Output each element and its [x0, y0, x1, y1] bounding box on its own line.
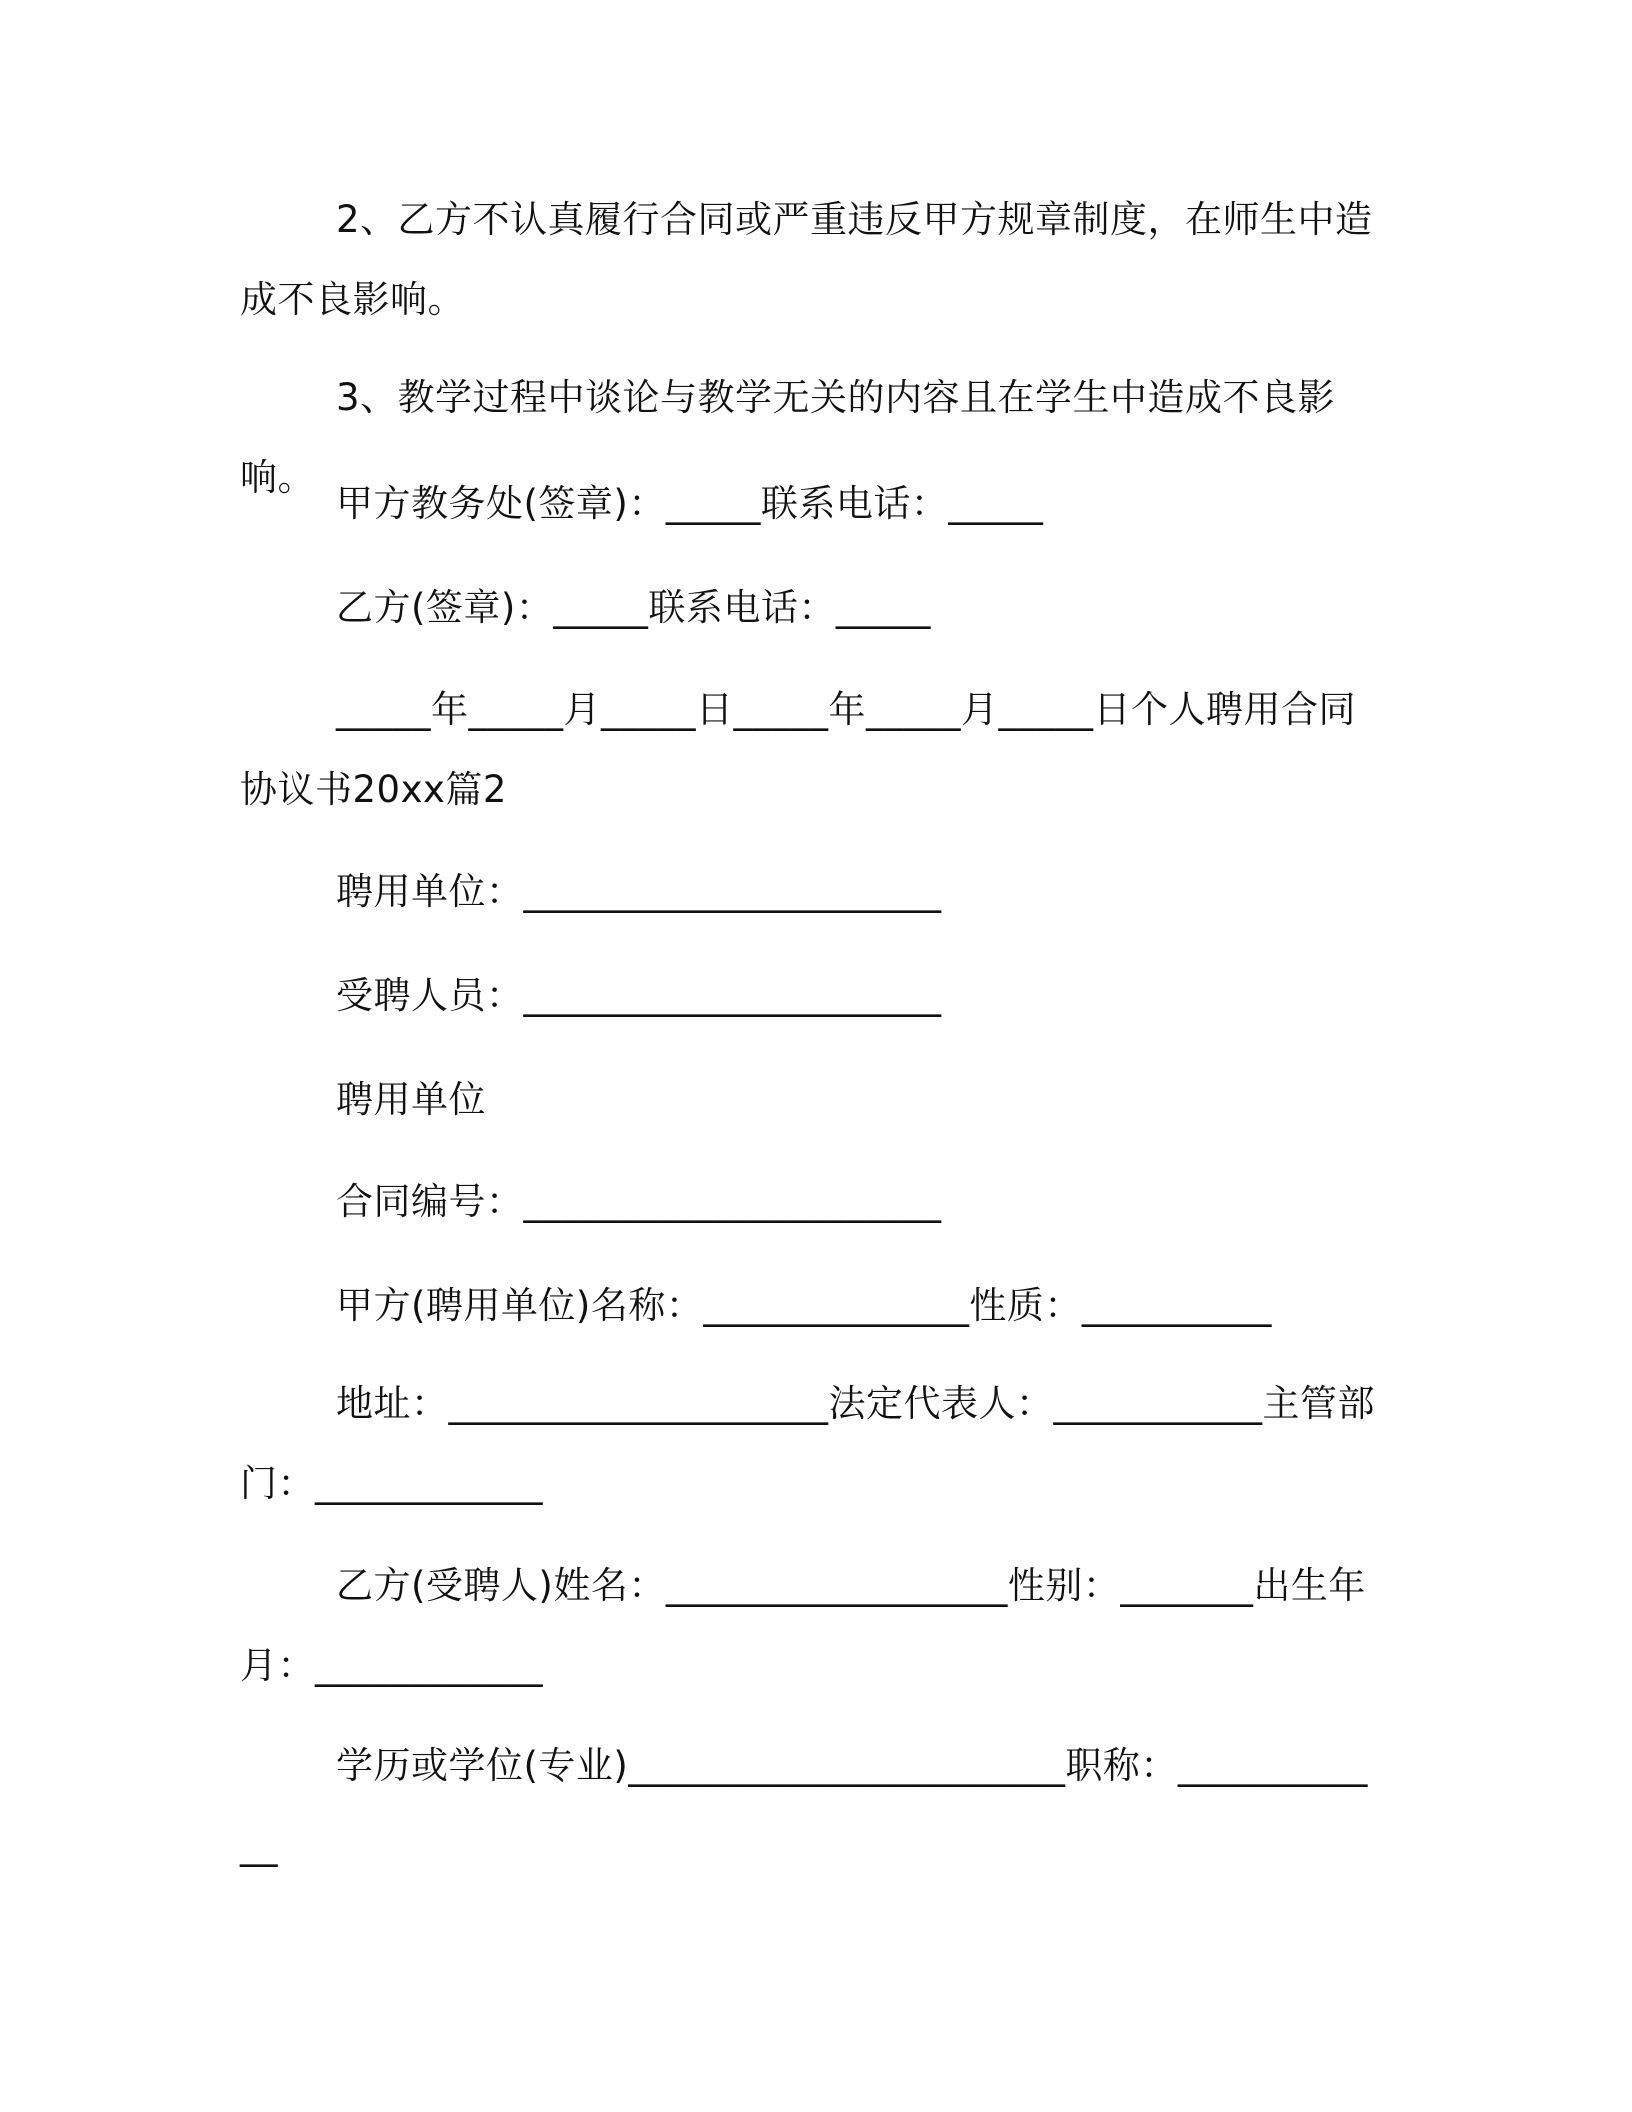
- party-b-signature-line: [240, 568, 1380, 648]
- contract-number-line: [240, 1162, 1380, 1242]
- employer-unit-text: 聘用单位：______________________: [336, 870, 942, 913]
- party-a-name-line: [240, 1266, 1380, 1346]
- date-and-section-heading-text: _____年_____月_____日_____年_____月_____日个人聘用合同协议书20xx篇2: [240, 688, 1356, 811]
- party-a-name-text: 甲方(聘用单位)名称：______________性质：__________: [336, 1284, 1272, 1327]
- contract-number-text: 合同编号：______________________: [336, 1180, 942, 1223]
- clause-2-text: 2、乙方不认真履行合同或严重违反甲方规章制度，在师生中造成不良影响。: [240, 198, 1373, 321]
- education-text: 学历或学位(专业)_______________________职称：____________: [240, 1744, 1368, 1867]
- employee-line: [240, 956, 1380, 1036]
- clause-2-paragraph: [240, 180, 1380, 340]
- employer-unit-label-text: 聘用单位: [336, 1078, 486, 1121]
- date-and-section-heading: [240, 670, 1380, 830]
- employee-text: 受聘人员：______________________: [336, 974, 942, 1017]
- address-line: [240, 1364, 1380, 1524]
- party-b-name-text: 乙方(受聘人)姓名：__________________性别：_______出生年月：____________: [240, 1564, 1366, 1687]
- party-a-signature-text: 甲方教务处(签章)：_____联系电话：_____: [336, 482, 1044, 525]
- employer-unit-label-line: [240, 1060, 1380, 1140]
- party-a-signature-line: [240, 464, 1380, 544]
- party-b-name-line: [240, 1546, 1380, 1706]
- education-line: [240, 1726, 1380, 1886]
- clause-3-text: 3、教学过程中谈论与教学无关的内容且在学生中造成不良影响。: [240, 376, 1336, 499]
- party-b-signature-text: 乙方(签章)：_____联系电话：_____: [336, 586, 931, 629]
- address-text: 地址：____________________法定代表人：___________主管部门：____________: [240, 1382, 1375, 1505]
- employer-unit-line: [240, 852, 1380, 932]
